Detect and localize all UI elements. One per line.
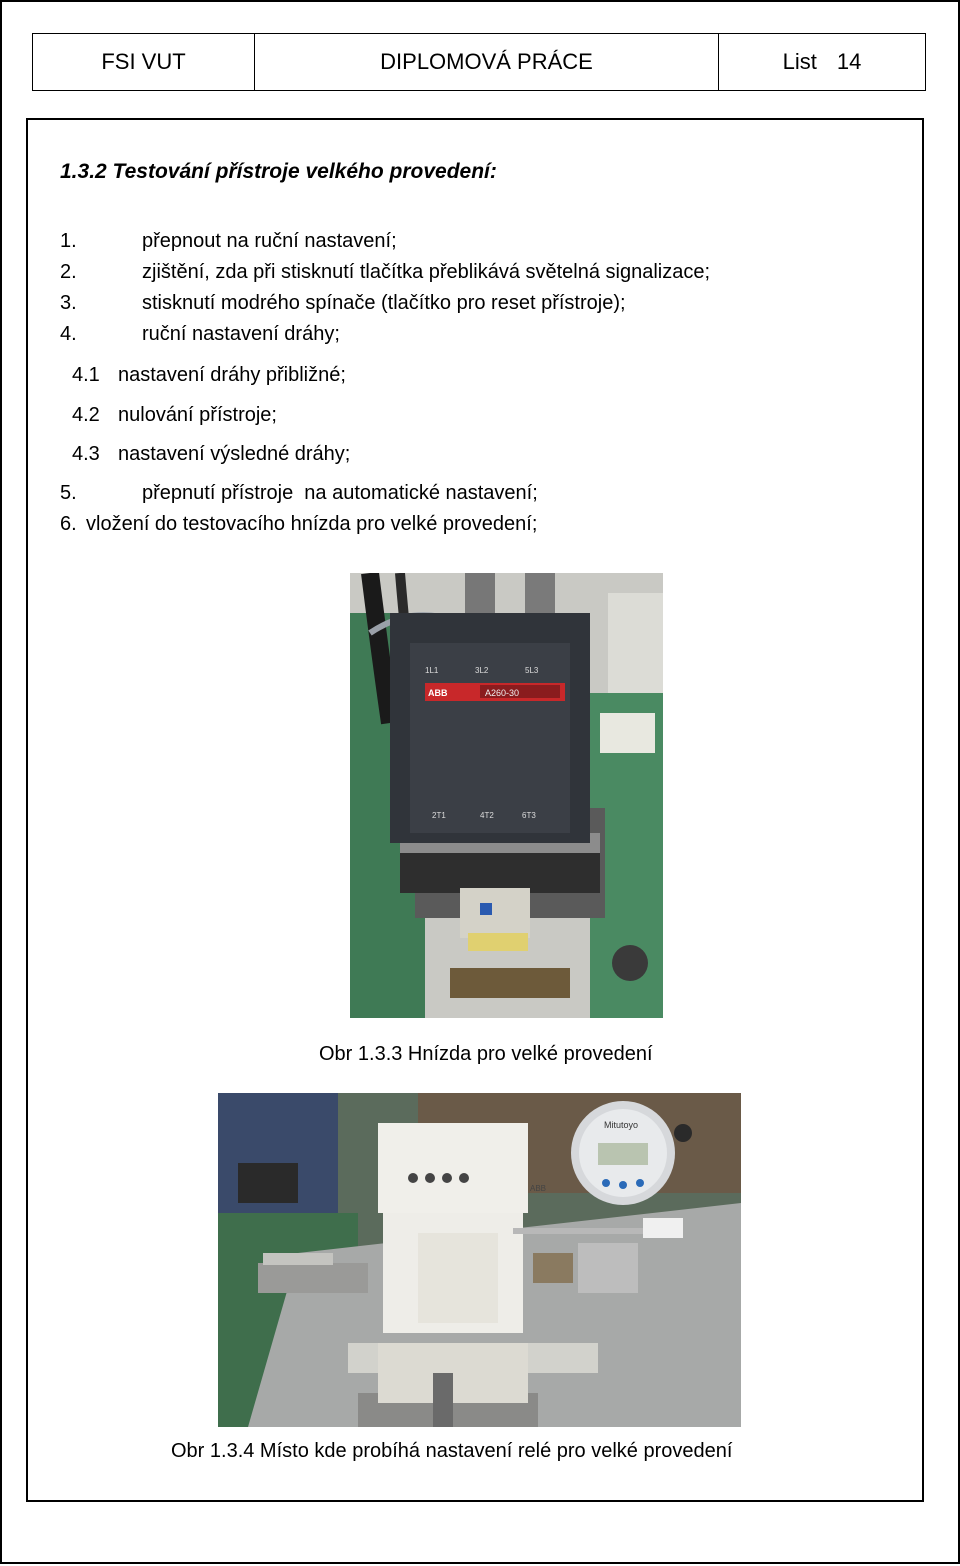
figure-relay-adjustment-photo [218, 1093, 741, 1427]
item-number: 3. [60, 292, 77, 314]
terminal-label: 4T2 [480, 811, 494, 820]
item-text: stisknutí modrého spínače (tlačítko pro reset přístroje); [142, 292, 626, 314]
item-number: 4.1 [72, 364, 100, 386]
list-item [72, 443, 350, 466]
figure-test-nests-photo [350, 573, 663, 1018]
list-item [60, 323, 340, 346]
item-text: nastavení dráhy přibližné; [118, 364, 346, 386]
device-model-label: A260-30 [485, 688, 520, 698]
item-number: 2. [60, 261, 77, 283]
header-page-number [719, 34, 925, 90]
page-header [32, 33, 926, 91]
item-text: zjištění, zda při stisknutí tlačítka přeblikává světelná signalizace; [142, 261, 711, 283]
list-number: 14 [836, 49, 862, 74]
list-item [60, 292, 626, 315]
item-number: 6. [60, 513, 77, 535]
plate-brand-label: ABB [530, 1184, 547, 1193]
item-text: nulování přístroje; [118, 404, 277, 426]
item-number: 4.2 [72, 404, 100, 426]
list-item [60, 261, 710, 284]
item-number: 4.3 [72, 443, 100, 465]
item-number: 5. [60, 482, 77, 504]
item-number: 4. [60, 323, 77, 345]
header-institution: FSI VUT [33, 34, 255, 90]
terminal-label: 3L2 [475, 666, 489, 675]
terminal-label: 5L3 [525, 666, 539, 675]
list-item [60, 482, 538, 505]
terminal-label: 2T1 [432, 811, 446, 820]
terminal-label: 6T3 [522, 811, 536, 820]
figure-caption: Obr 1.3.3 Hnízda pro velké provedení [319, 1043, 653, 1065]
header-document-type: DIPLOMOVÁ PRÁCE [255, 34, 719, 90]
terminal-label: 1L1 [425, 666, 439, 675]
list-label: List [782, 49, 817, 74]
item-number: 1. [60, 230, 77, 252]
item-text: ruční nastavení dráhy; [142, 323, 340, 345]
list-item [72, 404, 277, 427]
item-text: vložení do testovacího hnízda pro velké provedení; [86, 513, 538, 535]
list-item [72, 364, 346, 387]
section-title: 1.3.2 Testování přístroje velkého provedení: [60, 160, 497, 183]
gauge-brand-label: Mitutoyo [604, 1120, 639, 1130]
device-brand-label: ABB [428, 688, 448, 698]
item-text: přepnutí přístroje na automatické nastavení; [142, 482, 538, 504]
figure-caption: Obr 1.3.4 Místo kde probíhá nastavení relé pro velké provedení [171, 1440, 733, 1462]
list-item [60, 230, 397, 253]
list-item [60, 513, 537, 536]
item-text: přepnout na ruční nastavení; [142, 230, 397, 252]
item-text: nastavení výsledné dráhy; [118, 443, 351, 465]
